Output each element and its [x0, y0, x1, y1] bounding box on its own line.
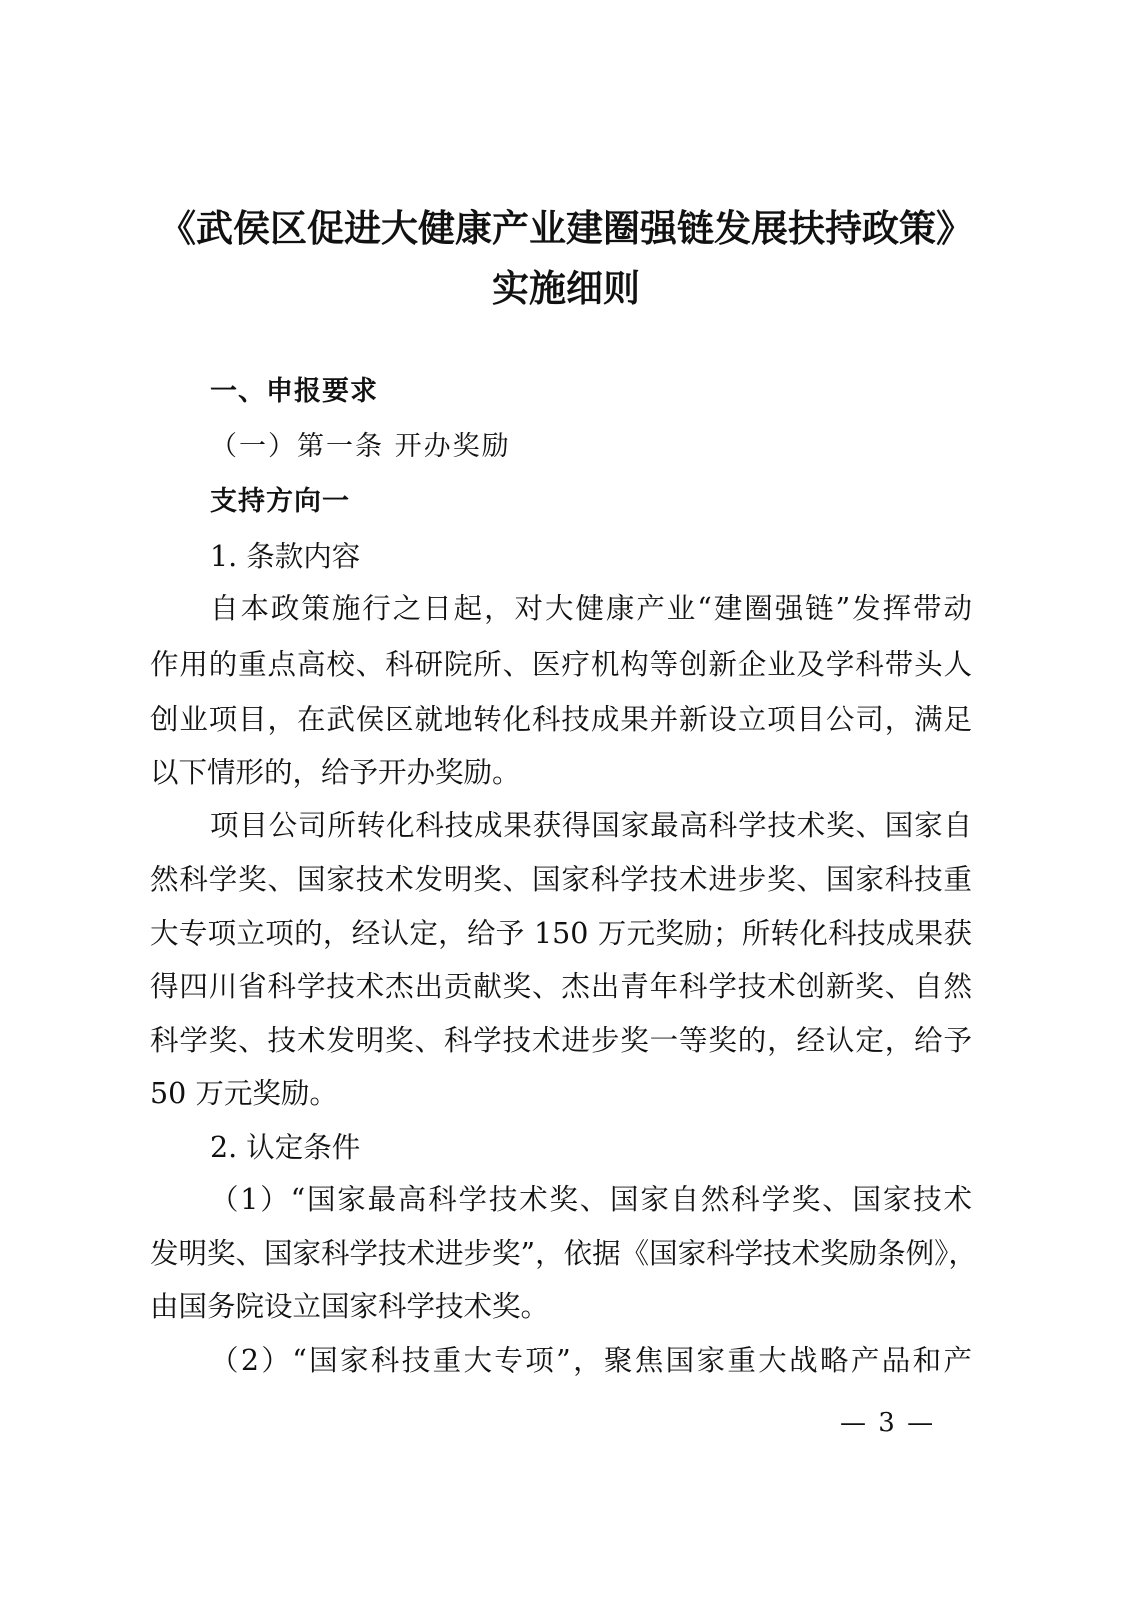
paragraph-line: 项目公司所转化科技成果获得国家最高科学技术奖、国家自 — [210, 809, 972, 842]
paragraph-line: （1）“国家最高科学技术奖、国家自然科学奖、国家技术 — [210, 1183, 972, 1216]
page-number: — 3 — — [840, 1408, 936, 1438]
document-title-line-1: 《武侯区促进大健康产业建圈强链发展扶持政策》 — [159, 207, 973, 250]
paragraph-line: 科学奖、技术发明奖、科学技术进步奖一等奖的，经认定，给予 — [150, 1024, 972, 1057]
item-heading-conditions: 2. 认定条件 — [210, 1131, 361, 1164]
paragraph-line: 得四川省科学技术杰出贡献奖、杰出青年科学技术创新奖、自然 — [150, 970, 972, 1003]
paragraph-line: （2）“国家科技重大专项”，聚焦国家重大战略产品和产 — [210, 1344, 972, 1377]
paragraph-line: 由国务院设立国家科学技术奖。 — [150, 1290, 550, 1323]
direction-heading: 支持方向一 — [210, 486, 350, 517]
paragraph-line: 创业项目，在武侯区就地转化科技成果并新设立项目公司，满足 — [150, 703, 972, 736]
paragraph-line: 然科学奖、国家技术发明奖、国家科学技术进步奖、国家科技重 — [150, 863, 972, 896]
paragraph-line: 以下情形的，给予开办奖励。 — [150, 756, 521, 789]
article-heading: （一）第一条 开办奖励 — [210, 431, 511, 462]
paragraph-line: 作用的重点高校、科研院所、医疗机构等创新企业及学科带头人 — [150, 648, 972, 681]
paragraph-line: 发明奖、国家科学技术进步奖”，依据《国家科学技术奖励条例》， — [150, 1237, 977, 1270]
paragraph-line: 50 万元奖励。 — [150, 1077, 338, 1110]
paragraph-line: 自本政策施行之日起，对大健康产业“建圈强链”发挥带动 — [210, 592, 972, 625]
section-heading: 一、申报要求 — [210, 376, 378, 407]
item-heading-terms: 1. 条款内容 — [210, 540, 361, 573]
paragraph-line: 大专项立项的，经认定，给予 150 万元奖励；所转化科技成果获 — [150, 917, 972, 950]
document-title-line-2: 实施细则 — [492, 267, 640, 310]
